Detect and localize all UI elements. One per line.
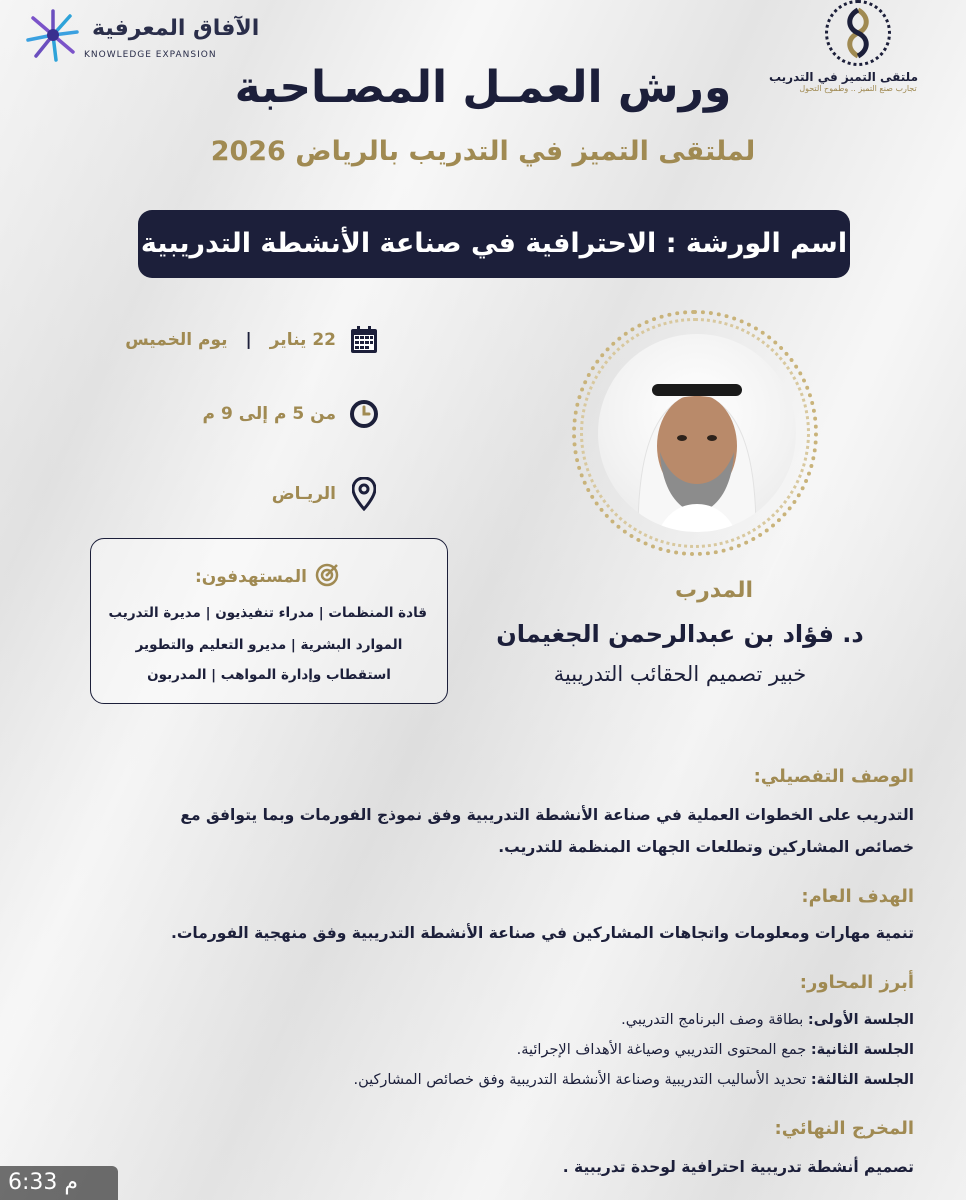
axis-item	[621, 1012, 914, 1028]
location-text: الريـاض	[271, 484, 336, 504]
knowledge-logo-arabic: الآفاق المعرفية	[92, 16, 260, 41]
clock-icon	[348, 398, 380, 430]
trainer-label: المدرب	[674, 578, 754, 603]
forum-logo-title: ملتقى التميز في التدريب	[768, 70, 918, 84]
description-heading: الوصف التفصيلي:	[753, 766, 914, 787]
forum-logo-mark	[825, 0, 891, 66]
workshop-name-banner: اسم الورشة : الاحترافية في صناعة الأنشطة التدريبية	[138, 210, 850, 278]
target-line: قادة المنظمات | مدراء تنفيذيون | مديرة التدريب	[108, 605, 427, 621]
axis-text: تحديد الأساليب التدريبية وصناعة الأنشطة التدريبية وفق خصائص المشاركين.	[353, 1072, 811, 1088]
target-heading-text: المستهدفون:	[195, 566, 307, 587]
location-row	[272, 476, 380, 512]
trainer-photo	[598, 334, 796, 532]
separator: |	[245, 330, 252, 350]
trainer-title: خبير تصميم الحقائب التدريبية	[553, 662, 807, 686]
axis-item	[353, 1072, 914, 1088]
target-line: استقطاب وإدارة المواهب | المدربون	[147, 667, 391, 683]
axis-session: الجلسة الثالثة:	[810, 1072, 914, 1088]
axis-item	[517, 1042, 914, 1058]
location-pin-icon	[348, 478, 380, 510]
date-text: 22 يناير	[269, 330, 336, 350]
axis-text: بطاقة وصف البرنامج التدريبي.	[621, 1012, 808, 1028]
calendar-icon	[348, 324, 380, 356]
trainer-name: د. فؤاد بن عبدالرحمن الجغيمان	[496, 620, 864, 648]
output-text: تصميم أنشطة تدريبية احترافية لوحدة تدريبية .	[562, 1158, 914, 1176]
axis-text: جمع المحتوى التدريبي وصياغة الأهداف الإجرائية.	[516, 1042, 811, 1058]
time-row	[203, 396, 380, 432]
burst-icon	[24, 6, 82, 64]
main-title: ورش العمـل المصـاحبة	[234, 62, 732, 113]
description-line: خصائص المشاركين وتطلعات الجهات المنظمة للتدريب.	[498, 838, 914, 856]
date-row	[125, 322, 380, 358]
forum-logo-tagline: تجارب صنع التميز .. وطموح التحول	[799, 84, 917, 93]
trainer-photo-frame	[572, 310, 818, 556]
output-heading: المخرج النهائي:	[774, 1118, 914, 1139]
knowledge-logo-english: KNOWLEDGE EXPANSION	[84, 50, 217, 60]
target-line: الموارد البشرية | مديرو التعليم والتطوير	[135, 637, 403, 653]
axes-heading: أبرز المحاور:	[799, 972, 914, 993]
axis-session: الجلسة الأولى:	[807, 1012, 914, 1028]
time-text: من 5 م إلى 9 م	[202, 404, 336, 424]
target-audience-box	[90, 538, 448, 704]
goal-text: تنمية مهارات ومعلومات واتجاهات المشاركين في صناعة الأنشطة التدريبية وفق منهجية الفورمات.	[170, 924, 914, 942]
goal-heading: الهدف العام:	[801, 886, 914, 907]
day-text: يوم الخميس	[125, 330, 228, 350]
target-audience-heading	[195, 561, 341, 592]
sub-title: لملتقى التميز في التدريب بالرياض 2026	[210, 136, 756, 167]
axis-session: الجلسة الثانية:	[810, 1042, 914, 1058]
target-icon	[315, 561, 341, 592]
description-line: التدريب على الخطوات العملية في صناعة الأنشطة التدريبية وفق نموذج الفورمات وبما يتوافق مع	[180, 806, 914, 824]
status-time: 6:33 م	[0, 1166, 118, 1200]
